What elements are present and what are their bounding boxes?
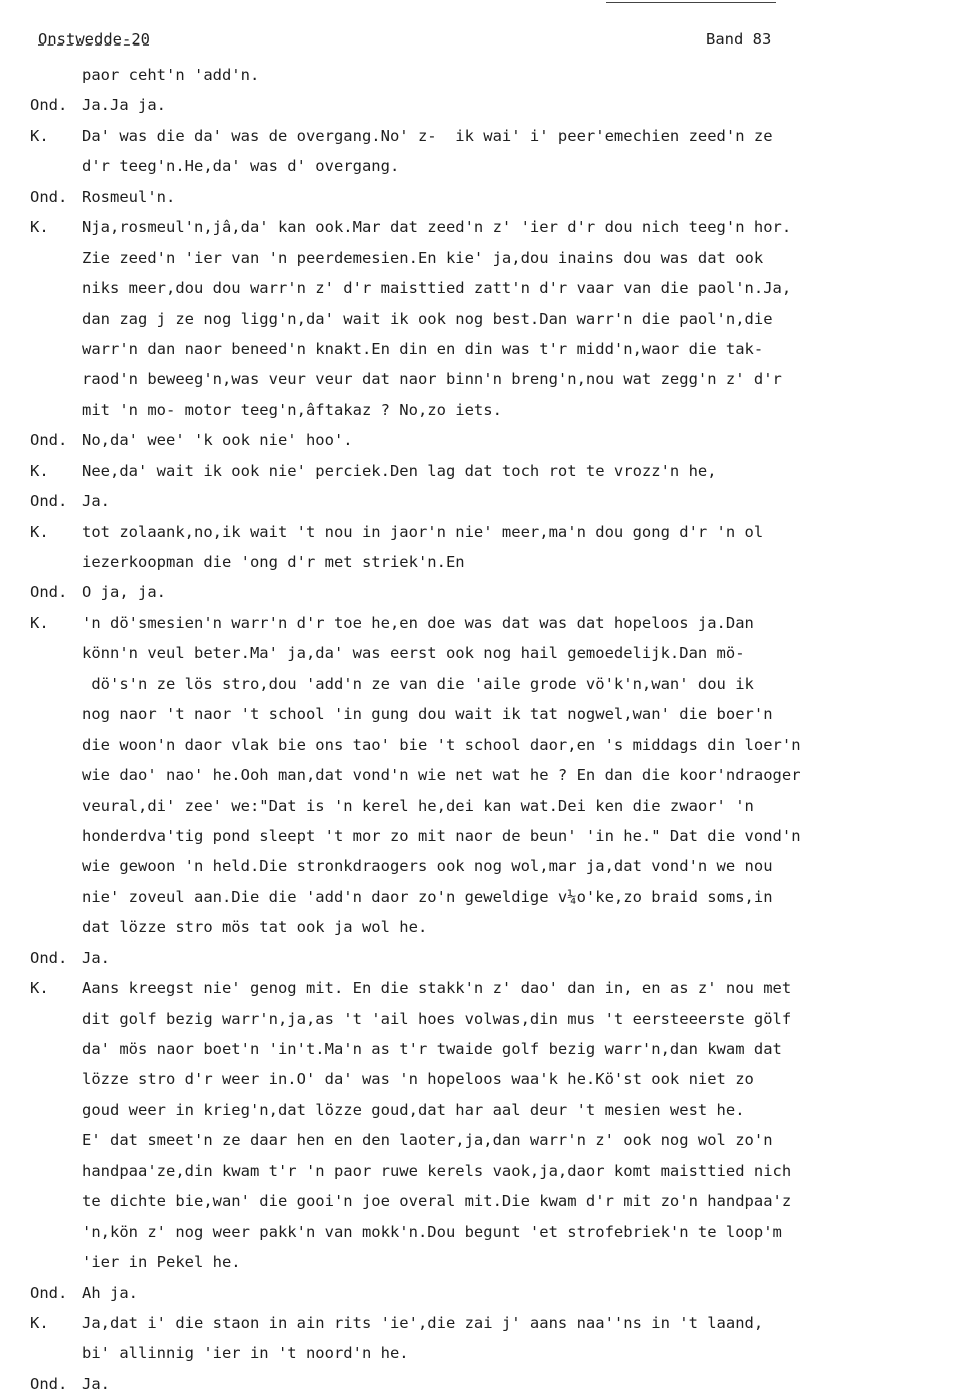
transcript-line	[0, 1369, 973, 1399]
transcript-line	[0, 1034, 973, 1064]
speaker-label: K.	[30, 613, 49, 632]
transcript-line	[0, 699, 973, 729]
speaker-label: Ond.	[30, 431, 68, 450]
line-text: Nee,da' wait ik ook nie' perciek.Den lag dat toch rot te vrozz'n he,	[82, 461, 717, 480]
line-text: wie gewoon 'n held.Die stronkdraogers ook nog wol,mar ja,dat vond'n we nou	[82, 857, 773, 876]
line-text: tot zolaank,no,ik wait 't nou in jaor'n nie' meer,ma'n dou gong d'r 'n ol	[82, 522, 764, 541]
line-text: Ja.	[82, 948, 110, 967]
line-text: Ja,dat i' die staon in ain rits 'ie',die zai j' aans naa''ns in 't laand,	[82, 1313, 764, 1332]
line-text: lözze stro d'r weer in.O' da' was 'n hopeloos waa'k he.Kö'st ook niet zo	[82, 1070, 754, 1089]
transcript-line	[0, 608, 973, 638]
line-text: nog naor 't naor 't school 'in gung dou wait ik tat nogwel,wan' die boer'n	[82, 705, 773, 724]
line-text: No,da' wee' 'k ook nie' hoo'.	[82, 431, 353, 450]
line-text: iezerkoopman die 'ong d'r met striek'n.En	[82, 553, 465, 571]
line-text: honderdva'tig pond sleept 't mor zo mit naor de beun' 'in he." Dat die vond'n	[82, 826, 801, 845]
speaker-label: K.	[30, 126, 49, 145]
speaker-label: K.	[30, 979, 49, 998]
speaker-label: Ond.	[30, 187, 68, 206]
line-text: te dichte bie,wan' die gooi'n joe overal mit.Die kwam d'r mit zo'n handpaa'z	[82, 1192, 792, 1211]
transcript-line	[0, 1338, 973, 1368]
speaker-label: Ond.	[30, 1283, 68, 1302]
line-text: E' dat smeet'n ze daar hen en den laoter,ja,dan warr'n z' ook nog wol zo'n	[82, 1131, 773, 1150]
line-text: bi' allinnig 'ier in 't noord'n he.	[82, 1344, 409, 1363]
speaker-label: Ond.	[30, 583, 68, 602]
transcript-line	[0, 486, 973, 516]
transcript-line	[0, 1247, 973, 1277]
transcript-line	[0, 121, 973, 151]
line-text: handpaa'ze,din kwam t'r 'n paor ruwe kerels vaok,ja,daor komt maisttied nich	[82, 1161, 792, 1180]
transcript-line	[0, 791, 973, 821]
line-text: dat lözze stro mös tat ook ja wol he.	[82, 918, 428, 937]
line-text: paor ceht'n 'add'n.	[82, 66, 260, 84]
transcript-line	[0, 273, 973, 303]
speaker-label: Ond.	[30, 492, 68, 511]
transcript-line	[0, 1125, 973, 1155]
transcript-line	[0, 547, 973, 577]
transcript-line	[0, 304, 973, 334]
transcript-line	[0, 730, 973, 760]
transcript-line	[0, 243, 973, 273]
transcript-line	[0, 882, 973, 912]
transcript-line	[0, 1278, 973, 1308]
line-text: dö's'n ze lös stro,dou 'add'n ze van die 'aile grode vö'k'n,wan' dou ik	[82, 674, 754, 693]
line-text: Nja,rosmeul'n,jâ,da' kan ook.Mar dat zeed'n z' 'ier d'r dou nich teeg'n hor.	[82, 218, 792, 237]
transcript-line	[0, 334, 973, 364]
speaker-label: K.	[30, 1313, 49, 1332]
transcript-line	[0, 182, 973, 212]
line-text: Ja.	[82, 1374, 110, 1393]
transcript-line	[0, 943, 973, 973]
line-text: d'r teeg'n.He,da' was d' overgang.	[82, 157, 400, 176]
transcript-line	[0, 1004, 973, 1034]
transcript-line	[0, 577, 973, 607]
document-id: Onstwedde-20	[38, 30, 150, 48]
line-text: O ja, ja.	[82, 583, 166, 602]
transcript-line	[0, 669, 973, 699]
transcript-line	[0, 90, 973, 120]
line-text: veural,di' zee' we:"Dat is 'n kerel he,dei kan wat.Dei ken die zwaor' 'n	[82, 796, 754, 815]
transcript-line	[0, 151, 973, 181]
line-text: mit 'n mo- motor teeg'n,âftakaz ? No,zo iets.	[82, 400, 502, 419]
line-text: nie' zoveul aan.Die die 'add'n daor zo'n geweldige v¼o'ke,zo braid soms,in	[82, 887, 773, 906]
line-text: goud weer in krieg'n,dat lözze goud,dat har aal deur 't mesien west he.	[82, 1100, 745, 1119]
line-text: dit golf bezig warr'n,ja,as 't 'ail hoes volwas,din mus 't eersteeerste gölf	[82, 1009, 792, 1028]
line-text: Zie zeed'n 'ier van 'n peerdemesien.En kie' ja,dou inains dou was dat ook	[82, 248, 764, 267]
line-text: 'n dö'smesien'n warr'n d'r toe he,en doe was dat was dat hopeloos ja.Dan	[82, 613, 754, 632]
speaker-label: K.	[30, 522, 49, 541]
line-text: Da' was die da' was de overgang.No' z- ik wai' i' peer'emechien zeed'n ze	[82, 126, 773, 145]
speaker-label: Ond.	[30, 1374, 68, 1393]
transcript-line	[0, 1095, 973, 1125]
transcript-line	[0, 760, 973, 790]
transcript-line	[0, 638, 973, 668]
line-text: Ah ja.	[82, 1283, 138, 1302]
speaker-label: Ond.	[30, 948, 68, 967]
transcript-line	[0, 60, 973, 90]
transcript-line	[0, 821, 973, 851]
transcript-line	[0, 425, 973, 455]
transcript-line	[0, 1217, 973, 1247]
line-text: die woon'n daor vlak bie ons tao' bie 't school daor,en 's middags din loer'n	[82, 735, 801, 754]
transcript-line	[0, 973, 973, 1003]
transcript-line	[0, 1156, 973, 1186]
top-rule	[606, 2, 776, 3]
transcript-body	[0, 60, 973, 1399]
line-text: Ja.	[82, 492, 110, 511]
line-text: 'ier in Pekel he.	[82, 1253, 241, 1272]
transcript-line	[0, 1064, 973, 1094]
speaker-label: Ond.	[30, 96, 68, 115]
line-text: da' mös naor boet'n 'in't.Ma'n as t'r twaide golf bezig warr'n,dan kwam dat	[82, 1040, 782, 1058]
line-text: Rosmeul'n.	[82, 187, 176, 206]
transcript-line	[0, 517, 973, 547]
line-text: 'n,kön z' nog weer pakk'n van mokk'n.Dou begunt 'et strofebriek'n te loop'm	[82, 1222, 782, 1241]
line-text: Ja.Ja ja.	[82, 96, 166, 115]
line-text: wie dao' nao' he.Ooh man,dat vond'n wie net wat he ? En dan die koor'ndraoger	[82, 766, 801, 785]
transcript-line	[0, 395, 973, 425]
line-text: niks meer,dou dou warr'n z' d'r maisttied zatt'n d'r vaar van die paol'n.Ja,	[82, 279, 792, 298]
line-text: warr'n dan naor beneed'n knakt.En din en din was t'r midd'n,waor die tak-	[82, 339, 764, 358]
transcript-line	[0, 364, 973, 394]
band-number: Band 83	[706, 30, 772, 48]
transcript-line	[0, 212, 973, 242]
speaker-label: K.	[30, 461, 49, 480]
line-text: raod'n beweeg'n,was veur veur dat naor binn'n breng'n,nou wat zegg'n z' d'r	[82, 370, 782, 389]
line-text: dan zag j ze nog ligg'n,da' wait ik ook nog best.Dan warr'n die paol'n,die	[82, 309, 773, 328]
line-text: Aans kreegst nie' genog mit. En die stakk'n z' dao' dan in, en as z' nou met	[82, 979, 792, 998]
transcript-line	[0, 851, 973, 881]
transcript-line	[0, 912, 973, 942]
transcript-line	[0, 1308, 973, 1338]
speaker-label: K.	[30, 218, 49, 237]
line-text: könn'n veul beter.Ma' ja,da' was eerst ook nog hail gemoedelijk.Dan mö-	[82, 644, 745, 663]
transcript-line	[0, 1186, 973, 1216]
transcript-line	[0, 456, 973, 486]
